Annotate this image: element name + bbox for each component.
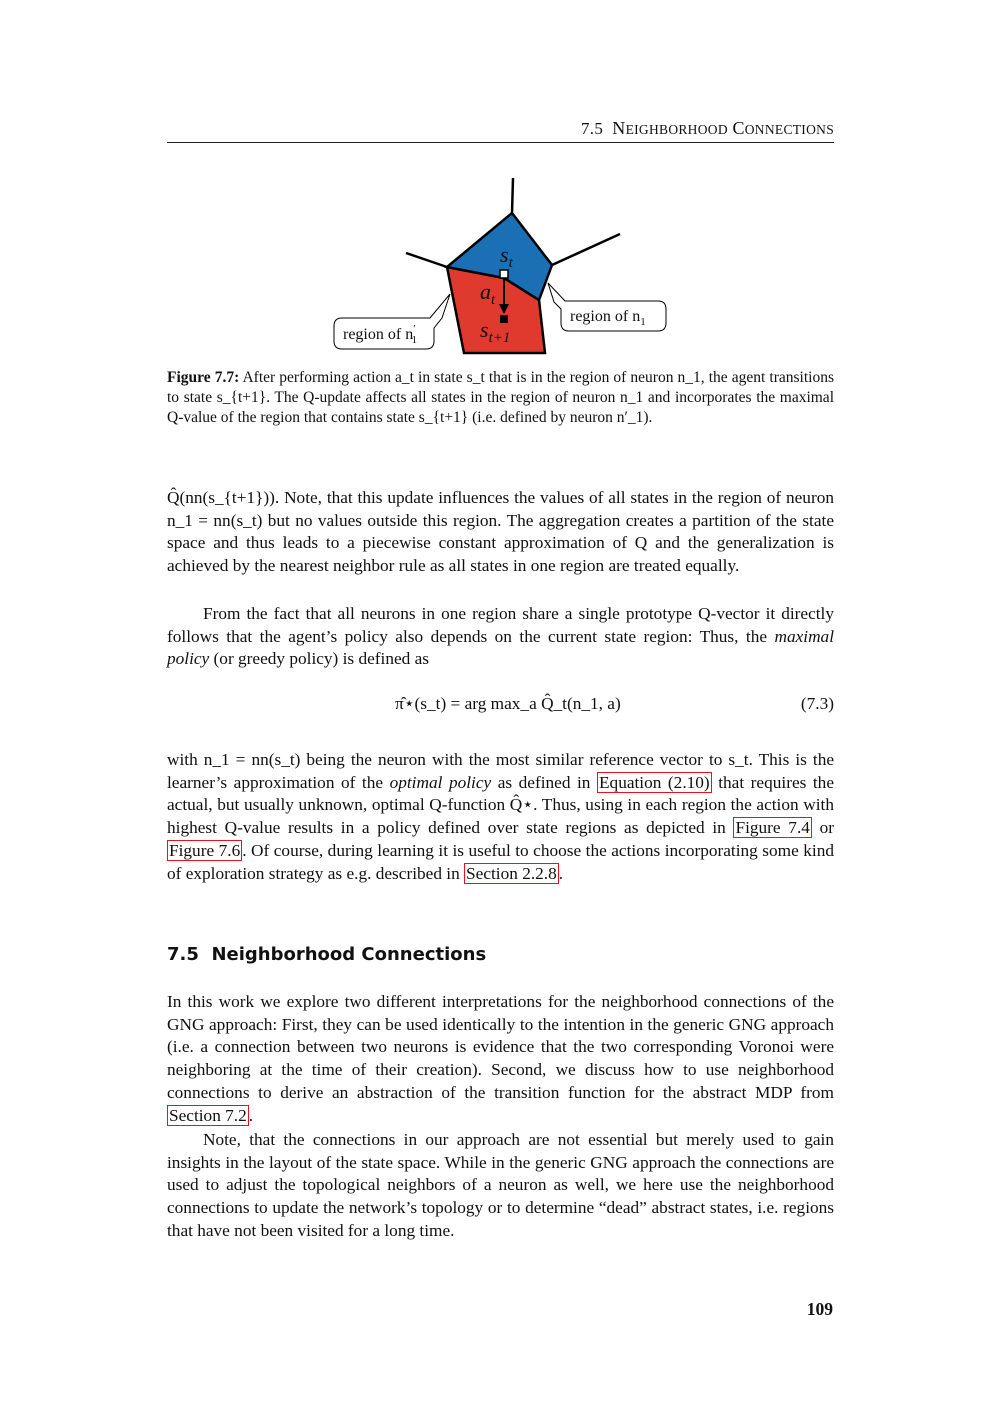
caption-label: Figure 7.7: bbox=[167, 369, 240, 386]
paragraph-5-text: Note, that the connections in our approach are not essential but merely used to gain insights in the layout of the state space. While in the generic GNG approach the connections are used to adjust the topological neighbors of a neuron as well, we here use the neighborhood connections to update the network’s topology or to determine “dead” abstract states, i.e. regions that have not been visited for a long time. bbox=[167, 1130, 834, 1240]
label-st: $s_t$ bbox=[500, 242, 513, 271]
running-header bbox=[167, 118, 834, 143]
running-header-title: 7.5 NEIGHBORHOOD CONNECTIONS bbox=[581, 118, 834, 138]
edge-left bbox=[406, 253, 447, 267]
paragraph-1-text: Q̂(nn(s_{t+1})). Note, that this update influences the values of all states in the region of neuron n_1 = nn(s_t) but no values outside this region. The aggregation creates a partition of the state space and thus leads to a piecewise constant approximation of Q and the generalization is achieved by the nearest neighbor rule as all states in one region are treated equally. bbox=[167, 488, 834, 576]
ref-figure-7-6[interactable]: Figure 7.6 bbox=[169, 840, 241, 860]
ref-section-2-2-8[interactable]: Section 2.2.8 bbox=[466, 863, 557, 883]
paragraph-3: with n_1 = nn(s_t) being the neuron with the most similar reference vector to s_t. This is the learner’s approximation of the optimal policy as defined in Equation (2.10) that requires the actual, but usually unknown, optimal Q-function Q̂⋆. Thus, using in each region the action with highest Q-value results in a policy defined over state regions as depicted in Figure 7.4 or Figure 7.6 . Of course, during learning it is useful to choose the actions incorporating some kind of exploration strategy as e.g. described in Section 2.2.8 . bbox=[167, 750, 834, 883]
page-number: 109 bbox=[806, 1299, 833, 1319]
paragraph-1 bbox=[167, 487, 834, 578]
equation-body: π̂⋆(s_t) = arg max_a Q̂_t(n_1, a) bbox=[395, 694, 621, 713]
equation-number: (7.3) bbox=[800, 694, 834, 713]
maximal-policy-term: maximal policy bbox=[167, 626, 834, 669]
callout-n1-text: region of $n_1$ bbox=[570, 308, 646, 328]
label-at: $a_t$ bbox=[480, 279, 496, 308]
paragraph-2: From the fact that all neurons in one region share a single prototype Q-vector it directly follows that the agent’s policy also depends on the current state region: Thus, the maximal policy (or greedy policy) is defined as bbox=[167, 604, 834, 669]
section-heading: 7.5 Neighborhood Connections bbox=[167, 944, 487, 965]
ref-figure-7-4[interactable]: Figure 7.4 bbox=[735, 818, 810, 838]
equation-7-3 bbox=[167, 694, 834, 730]
state-st-marker bbox=[500, 270, 508, 278]
caption-text: After performing action a_t in state s_t that is in the region of neuron n_1, the agent transitions to state s_{t+1}. The Q-update affects all states in the region of neuron n_1 and incorporates the maximal Q-value of the region that contains state s_{t+1} (i.e. defined by neuron n′_1). bbox=[167, 369, 834, 426]
ref-section-7-2[interactable]: Section 7.2 bbox=[169, 1105, 247, 1125]
edge-top bbox=[512, 178, 513, 213]
callout-n1p-text: region of n′ 1 bbox=[343, 323, 418, 346]
state-st1-marker bbox=[500, 315, 508, 323]
label-st1: $s_{t+1}$ bbox=[480, 317, 511, 346]
figure-caption bbox=[167, 368, 834, 428]
ref-equation-2-10[interactable]: Equation (2.10) bbox=[599, 772, 710, 792]
paragraph-4: In this work we explore two different interpretations for the neighborhood connections of the GNG approach: First, they can be used identically to the intention in the generic GNG approach (i.e. a connection between two neurons is evidence that the two corresponding Voronoi were neighboring at the time of their creation). Second, we discuss how to use neighborhood connections to derive an abstraction of the transition function for the abstract MDP from Section 7.2 . bbox=[167, 992, 834, 1125]
paragraph-5 bbox=[167, 1129, 834, 1243]
voronoi-figure bbox=[330, 170, 670, 355]
edge-right bbox=[552, 234, 620, 265]
